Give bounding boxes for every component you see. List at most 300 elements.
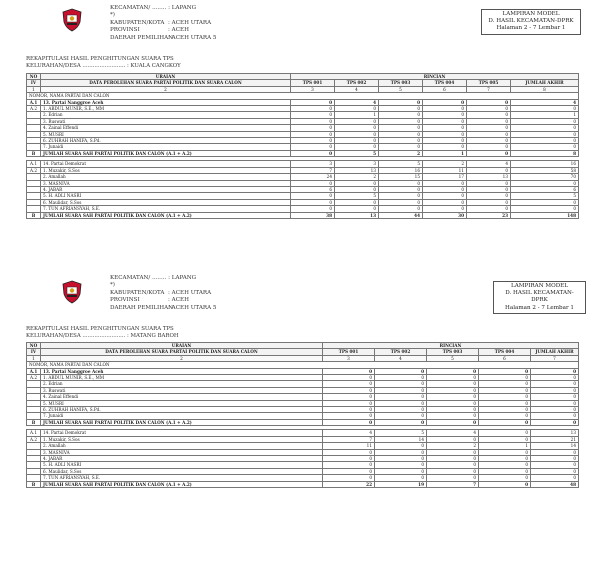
col-tps-header: TPS 001 <box>323 349 375 355</box>
total-cell: 0 <box>531 381 579 387</box>
vote-cell: 0 <box>323 455 375 461</box>
kpu-emblem-icon <box>61 280 83 304</box>
vote-cell: 0 <box>427 375 479 381</box>
vote-cell: 0 <box>323 400 375 406</box>
col-index: 2 <box>41 355 323 361</box>
total-cell: 0 <box>531 455 579 461</box>
lampiran-box: LAMPIRAN MODEL D. HASIL KECAMATAN-DPRK Halaman 2 - 7 Lembar 1 <box>481 9 581 35</box>
row-label: 5. H. ADLI NASRI <box>41 462 323 468</box>
vote-cell: 0 <box>323 394 375 400</box>
vote-cell: 0 <box>467 144 511 150</box>
row-label: 1. ABDUL MUNIR, S.E., MM <box>41 375 323 381</box>
vote-cell: 0 <box>291 131 335 137</box>
form-page-2 <box>0 268 600 570</box>
kabkota-row: KABUPATEN/KOTA : ACEH UTARA <box>110 19 212 26</box>
col-index: 3 <box>323 355 375 361</box>
total-cell: 0 <box>511 138 579 144</box>
total-cell: 0 <box>511 125 579 131</box>
total-cell: 0 <box>531 462 579 468</box>
vote-cell: 0 <box>323 468 375 474</box>
total-cell: 0 <box>531 419 579 425</box>
vote-cell: 0 <box>291 112 335 118</box>
total-cell: 5 <box>511 193 579 199</box>
vote-cell: 0 <box>423 99 467 105</box>
vote-cell: 11 <box>423 167 467 173</box>
vote-cell: 0 <box>335 131 379 137</box>
vote-cell: 1 <box>335 112 379 118</box>
table-row <box>27 212 579 218</box>
vote-cell: 17 <box>423 174 467 180</box>
total-cell: 16 <box>511 161 579 167</box>
vote-cell: 0 <box>291 138 335 144</box>
col-data-header: DATA PEROLEHAN SUARA PARTAI POLITIK DAN SUARA CALON <box>41 80 291 86</box>
vote-cell: 0 <box>335 125 379 131</box>
vote-cell: 0 <box>427 387 479 393</box>
total-cell: 0 <box>531 368 579 374</box>
total-cell: 0 <box>511 199 579 205</box>
vote-cell: 0 <box>423 131 467 137</box>
col-tps-header: TPS 001 <box>291 80 335 86</box>
col-index: 6 <box>423 86 467 92</box>
vote-cell: 0 <box>423 112 467 118</box>
vote-cell: 0 <box>467 138 511 144</box>
total-cell: 0 <box>511 180 579 186</box>
vote-cell: 0 <box>291 206 335 212</box>
kecamatan-row: KECAMATAN/ ........ : LAPANG <box>110 275 197 281</box>
row-label: 4. Zainal Effendi <box>41 125 291 131</box>
vote-cell: 0 <box>479 394 531 400</box>
row-label: 13. Partai Nanggroe Aceh <box>41 368 323 374</box>
vote-cell: 0 <box>335 138 379 144</box>
vote-cell: 0 <box>291 180 335 186</box>
vote-cell: 0 <box>375 443 427 449</box>
vote-table <box>26 73 579 219</box>
vote-cell: 13 <box>335 212 379 218</box>
row-label: 1. Muzakir, S.Sos <box>41 167 291 173</box>
col-tps-header: TPS 003 <box>379 80 423 86</box>
vote-cell: 2 <box>379 150 423 156</box>
vote-cell: 0 <box>335 186 379 192</box>
vote-cell: 0 <box>375 413 427 419</box>
row-label: 6. ZUHRAH HANIFA, S.Pd. <box>41 138 291 144</box>
row-label: 7. TUN AFRIANSYAH, S.E. <box>41 206 291 212</box>
row-label: 7. Junaidi <box>41 413 323 419</box>
vote-cell: 14 <box>375 436 427 442</box>
kpu-emblem-icon <box>61 8 83 32</box>
row-no: A.2 <box>27 375 41 381</box>
row-label: 13. Partai Nanggroe Aceh <box>41 99 291 105</box>
vote-cell: 0 <box>291 106 335 112</box>
vote-cell: 0 <box>479 430 531 436</box>
col-tps-header: TPS 002 <box>335 80 379 86</box>
vote-cell: 0 <box>323 449 375 455</box>
total-cell: 48 <box>531 481 579 487</box>
vote-cell: 0 <box>479 375 531 381</box>
vote-cell: 0 <box>423 199 467 205</box>
total-cell: 0 <box>531 468 579 474</box>
vote-cell: 0 <box>427 462 479 468</box>
vote-cell: 0 <box>467 193 511 199</box>
vote-cell: 0 <box>427 413 479 419</box>
row-label: JUMLAH SUARA SAH PARTAI POLITIK DAN CALON (A.1 + A.2) <box>41 150 291 156</box>
vote-cell: 11 <box>323 443 375 449</box>
vote-cell: 0 <box>375 475 427 481</box>
col-index: 4 <box>375 355 427 361</box>
vote-cell: 0 <box>379 144 423 150</box>
total-cell: 0 <box>511 206 579 212</box>
daerah-row: DAERAH PEMILIHAN: ACEH UTARA 5 <box>110 304 217 311</box>
vote-cell: 5 <box>379 161 423 167</box>
total-cell: 0 <box>531 400 579 406</box>
col-uraian-header: URAIAN <box>41 343 323 349</box>
total-cell: 148 <box>511 212 579 218</box>
col-index: 3 <box>291 86 335 92</box>
vote-cell: 4 <box>427 430 479 436</box>
col-index: 7 <box>531 355 579 361</box>
vote-cell: 13 <box>335 167 379 173</box>
vote-cell: 5 <box>375 430 427 436</box>
vote-cell: 0 <box>427 381 479 387</box>
row-no: A.1 <box>27 99 41 105</box>
vote-cell: 3 <box>335 161 379 167</box>
vote-cell: 0 <box>291 193 335 199</box>
vote-cell: 0 <box>375 387 427 393</box>
vote-cell: 0 <box>323 381 375 387</box>
vote-cell: 38 <box>291 212 335 218</box>
vote-cell: 0 <box>479 407 531 413</box>
vote-cell: 0 <box>427 407 479 413</box>
section-label: NOMOR, NAMA PARTAI DAN CALON <box>27 362 579 368</box>
vote-cell: 0 <box>323 475 375 481</box>
total-cell: 13 <box>531 430 579 436</box>
total-cell: 0 <box>531 387 579 393</box>
vote-cell: 0 <box>375 400 427 406</box>
vote-cell: 0 <box>467 199 511 205</box>
vote-cell: 0 <box>375 407 427 413</box>
vote-cell: 0 <box>379 131 423 137</box>
row-label: JUMLAH SUARA SAH PARTAI POLITIK DAN CALON (A.1 + A.2) <box>41 481 323 487</box>
row-label: JUMLAH SUARA SAH PARTAI POLITIK DAN CALON (A.1 + A.2) <box>41 212 291 218</box>
vote-cell: 0 <box>291 199 335 205</box>
lampiran-box: LAMPIRAN MODEL D. HASIL KECAMATAN-DPRK Halaman 2 - 7 Lembar 1 <box>493 281 586 314</box>
vote-cell: 0 <box>479 455 531 461</box>
vote-cell: 0 <box>375 394 427 400</box>
vote-cell: 0 <box>375 419 427 425</box>
vote-cell: 0 <box>479 475 531 481</box>
kabkota-row: KABUPATEN/KOTA : ACEH UTARA <box>110 289 212 296</box>
vote-table <box>26 342 579 488</box>
vote-cell: 0 <box>323 419 375 425</box>
vote-cell: 0 <box>423 138 467 144</box>
vote-cell: 2 <box>427 443 479 449</box>
vote-cell: 0 <box>427 468 479 474</box>
vote-cell: 4 <box>323 430 375 436</box>
section-label: NOMOR, NAMA PARTAI DAN CALON <box>27 93 579 99</box>
vote-cell: 0 <box>427 419 479 425</box>
row-label: JUMLAH SUARA SAH PARTAI POLITIK DAN CALON (A.1 + A.2) <box>41 419 323 425</box>
col-index: 8 <box>511 86 579 92</box>
col-index: 6 <box>479 355 531 361</box>
total-cell: 0 <box>511 131 579 137</box>
vote-cell: 0 <box>467 106 511 112</box>
daerah-row: DAERAH PEMILIHAN: ACEH UTARA 5 <box>110 34 217 41</box>
vote-cell: 0 <box>379 199 423 205</box>
vote-cell: 0 <box>323 368 375 374</box>
vote-cell: 0 <box>423 125 467 131</box>
total-cell: 0 <box>531 407 579 413</box>
row-no: A.1 <box>27 430 41 436</box>
vote-cell: 0 <box>323 407 375 413</box>
vote-cell: 0 <box>375 381 427 387</box>
row-label: 14. Partai Demokrat <box>41 430 323 436</box>
vote-cell: 0 <box>423 193 467 199</box>
vote-cell: 0 <box>479 368 531 374</box>
vote-cell: 0 <box>479 468 531 474</box>
col-jumlah-header: JUMLAH AKHIR <box>511 80 579 86</box>
vote-cell: 19 <box>375 481 427 487</box>
vote-cell: 0 <box>379 118 423 124</box>
col-iv-header: IV <box>27 349 41 355</box>
vote-cell: 0 <box>479 462 531 468</box>
note-row: *) <box>110 12 115 19</box>
vote-cell: 0 <box>379 180 423 186</box>
row-label: 7. Junaidi <box>41 144 291 150</box>
total-cell: 0 <box>531 413 579 419</box>
vote-cell: 0 <box>479 481 531 487</box>
total-cell: 14 <box>531 443 579 449</box>
col-uraian-header: URAIAN <box>41 74 291 80</box>
vote-cell: 0 <box>423 144 467 150</box>
vote-cell: 0 <box>291 144 335 150</box>
row-label: 5. MUSRI <box>41 131 291 137</box>
vote-cell: 0 <box>291 150 335 156</box>
col-tps-header: TPS 002 <box>375 349 427 355</box>
vote-cell: 4 <box>467 161 511 167</box>
row-no: B <box>27 150 41 156</box>
col-rincian-header: RINCIAN <box>291 74 579 80</box>
vote-cell: 0 <box>423 186 467 192</box>
row-label: 3. Ruswati <box>41 118 291 124</box>
total-cell: 0 <box>531 449 579 455</box>
total-cell: 8 <box>511 150 579 156</box>
vote-cell: 0 <box>427 455 479 461</box>
vote-cell: 22 <box>323 481 375 487</box>
row-label: 1. ABDUL MUNIR, S.E., MM <box>41 106 291 112</box>
vote-cell: 0 <box>323 462 375 468</box>
vote-cell: 0 <box>467 99 511 105</box>
vote-cell: 0 <box>335 206 379 212</box>
vote-cell: 13 <box>467 174 511 180</box>
col-index: 4 <box>335 86 379 92</box>
vote-cell: 0 <box>467 150 511 156</box>
row-no: B <box>27 481 41 487</box>
total-cell: 58 <box>511 167 579 173</box>
row-label: 6. Maulidar, S.Sos <box>41 468 323 474</box>
vote-cell: 0 <box>291 118 335 124</box>
vote-cell: 0 <box>379 186 423 192</box>
row-label: 3. MASNIVA <box>41 449 323 455</box>
provinsi-row: PROVINSI : ACEH <box>110 297 189 304</box>
total-cell: 0 <box>511 144 579 150</box>
vote-cell: 0 <box>323 413 375 419</box>
vote-cell: 7 <box>291 167 335 173</box>
col-rincian-header: RINCIAN <box>323 343 579 349</box>
header-info <box>110 275 217 312</box>
vote-cell: 0 <box>427 449 479 455</box>
total-cell: 0 <box>531 375 579 381</box>
vote-cell: 0 <box>335 118 379 124</box>
vote-cell: 0 <box>335 144 379 150</box>
header-info <box>110 5 217 42</box>
vote-cell: 6 <box>291 186 335 192</box>
vote-cell: 0 <box>467 112 511 118</box>
vote-cell: 0 <box>375 449 427 455</box>
vote-cell: 0 <box>423 106 467 112</box>
vote-cell: 0 <box>379 99 423 105</box>
vote-cell: 4 <box>335 99 379 105</box>
vote-cell: 5 <box>335 150 379 156</box>
vote-cell: 0 <box>379 112 423 118</box>
vote-cell: 0 <box>467 125 511 131</box>
col-tps-header: TPS 005 <box>467 80 511 86</box>
row-label: 2. Amallah <box>41 174 291 180</box>
col-tps-header: TPS 004 <box>423 80 467 86</box>
col-iv-header: IV <box>27 80 41 86</box>
total-cell: 21 <box>531 436 579 442</box>
col-index: 5 <box>379 86 423 92</box>
row-label: 2. Edrian <box>41 112 291 118</box>
vote-cell: 0 <box>467 180 511 186</box>
col-index: 7 <box>467 86 511 92</box>
col-jumlah-header: JUMLAH AKHIR <box>531 349 579 355</box>
vote-cell: 0 <box>291 125 335 131</box>
vote-cell: 0 <box>479 449 531 455</box>
row-label: 2. Amallah <box>41 443 323 449</box>
vote-cell: 0 <box>427 400 479 406</box>
row-no: A.2 <box>27 106 41 112</box>
vote-cell: 24 <box>291 174 335 180</box>
vote-cell: 0 <box>467 167 511 173</box>
vote-cell: 0 <box>479 400 531 406</box>
vote-cell: 0 <box>479 387 531 393</box>
row-label: 6. ZUHRAH HANIFA, S.Pd. <box>41 407 323 413</box>
kecamatan-row: KECAMATAN/ ........ : LAPANG <box>110 5 197 11</box>
table-row <box>27 481 579 487</box>
vote-cell: 0 <box>467 118 511 124</box>
vote-cell: 0 <box>291 99 335 105</box>
vote-cell: 0 <box>375 368 427 374</box>
vote-cell: 5 <box>335 193 379 199</box>
vote-cell: 0 <box>427 436 479 442</box>
col-tps-header: TPS 004 <box>479 349 531 355</box>
table-header-row <box>27 80 579 86</box>
row-no: B <box>27 419 41 425</box>
vote-cell: 3 <box>291 161 335 167</box>
rekap-title: REKAPITULASI HASIL PENGHITUNGAN SUARA TPS KELURAHAN/DESA ......................... : MATANG BAROH <box>26 326 179 339</box>
total-cell: 6 <box>511 186 579 192</box>
vote-cell: 7 <box>323 436 375 442</box>
vote-cell: 0 <box>379 193 423 199</box>
vote-cell: 0 <box>479 436 531 442</box>
vote-cell: 1 <box>479 443 531 449</box>
total-cell: 0 <box>531 475 579 481</box>
vote-cell: 2 <box>335 174 379 180</box>
vote-cell: 0 <box>379 138 423 144</box>
vote-cell: 23 <box>467 212 511 218</box>
col-index: 1 <box>27 355 41 361</box>
total-cell: 1 <box>511 112 579 118</box>
row-label: 4. Zainal Effendi <box>41 394 323 400</box>
vote-cell: 0 <box>427 368 479 374</box>
row-label: 4. JABAR <box>41 455 323 461</box>
rekap-title: REKAPITULASI HASIL PENGHITUNGAN SUARA TPS KELURAHAN/DESA ......................... : KUALA CANGKOY <box>26 56 181 69</box>
vote-cell: 0 <box>375 462 427 468</box>
vote-cell: 0 <box>479 419 531 425</box>
total-cell: 0 <box>511 118 579 124</box>
row-no: A.2 <box>27 167 41 173</box>
total-cell: 0 <box>531 394 579 400</box>
vote-cell: 0 <box>375 375 427 381</box>
vote-cell: 0 <box>323 375 375 381</box>
col-data-header: DATA PEROLEHAN SUARA PARTAI POLITIK DAN SUARA CALON <box>41 349 323 355</box>
vote-cell: 16 <box>379 167 423 173</box>
vote-cell: 7 <box>427 481 479 487</box>
vote-cell: 0 <box>479 381 531 387</box>
vote-cell: 0 <box>423 180 467 186</box>
row-label: 3. Ruswati <box>41 387 323 393</box>
row-label: 6. Maulidar, S.Sos <box>41 199 291 205</box>
row-no: B <box>27 212 41 218</box>
row-no: A.2 <box>27 436 41 442</box>
total-cell: 70 <box>511 174 579 180</box>
vote-cell: 0 <box>427 394 479 400</box>
row-label: 5. H. ADLI NASRI <box>41 193 291 199</box>
vote-cell: 0 <box>379 106 423 112</box>
vote-cell: 0 <box>375 468 427 474</box>
vote-cell: 0 <box>423 118 467 124</box>
vote-cell: 44 <box>379 212 423 218</box>
vote-cell: 0 <box>467 131 511 137</box>
row-no: A.1 <box>27 161 41 167</box>
row-label: 4. JABAR <box>41 186 291 192</box>
vote-cell: 0 <box>379 206 423 212</box>
col-index: 1 <box>27 86 41 92</box>
total-cell: 0 <box>511 106 579 112</box>
col-index: 5 <box>427 355 479 361</box>
row-label: 2. Edrian <box>41 381 323 387</box>
vote-cell: 0 <box>427 475 479 481</box>
vote-cell: 1 <box>423 150 467 156</box>
vote-cell: 15 <box>379 174 423 180</box>
vote-cell: 0 <box>467 206 511 212</box>
vote-cell: 0 <box>379 125 423 131</box>
provinsi-row: PROVINSI : ACEH <box>110 27 189 34</box>
col-no-header: NO <box>27 343 41 349</box>
note-row: *) <box>110 282 115 289</box>
row-label: 5. MUSRI <box>41 400 323 406</box>
vote-cell: 30 <box>423 212 467 218</box>
total-cell: 4 <box>511 99 579 105</box>
vote-cell: 0 <box>375 455 427 461</box>
row-label: 7. TUN AFRIANSYAH, S.E. <box>41 475 323 481</box>
row-label: 3. MASNIVA <box>41 180 291 186</box>
vote-cell: 2 <box>423 161 467 167</box>
vote-cell: 0 <box>423 206 467 212</box>
vote-cell: 0 <box>467 186 511 192</box>
vote-cell: 0 <box>335 180 379 186</box>
form-page-1 <box>0 0 600 265</box>
row-label: 14. Partai Demokrat <box>41 161 291 167</box>
